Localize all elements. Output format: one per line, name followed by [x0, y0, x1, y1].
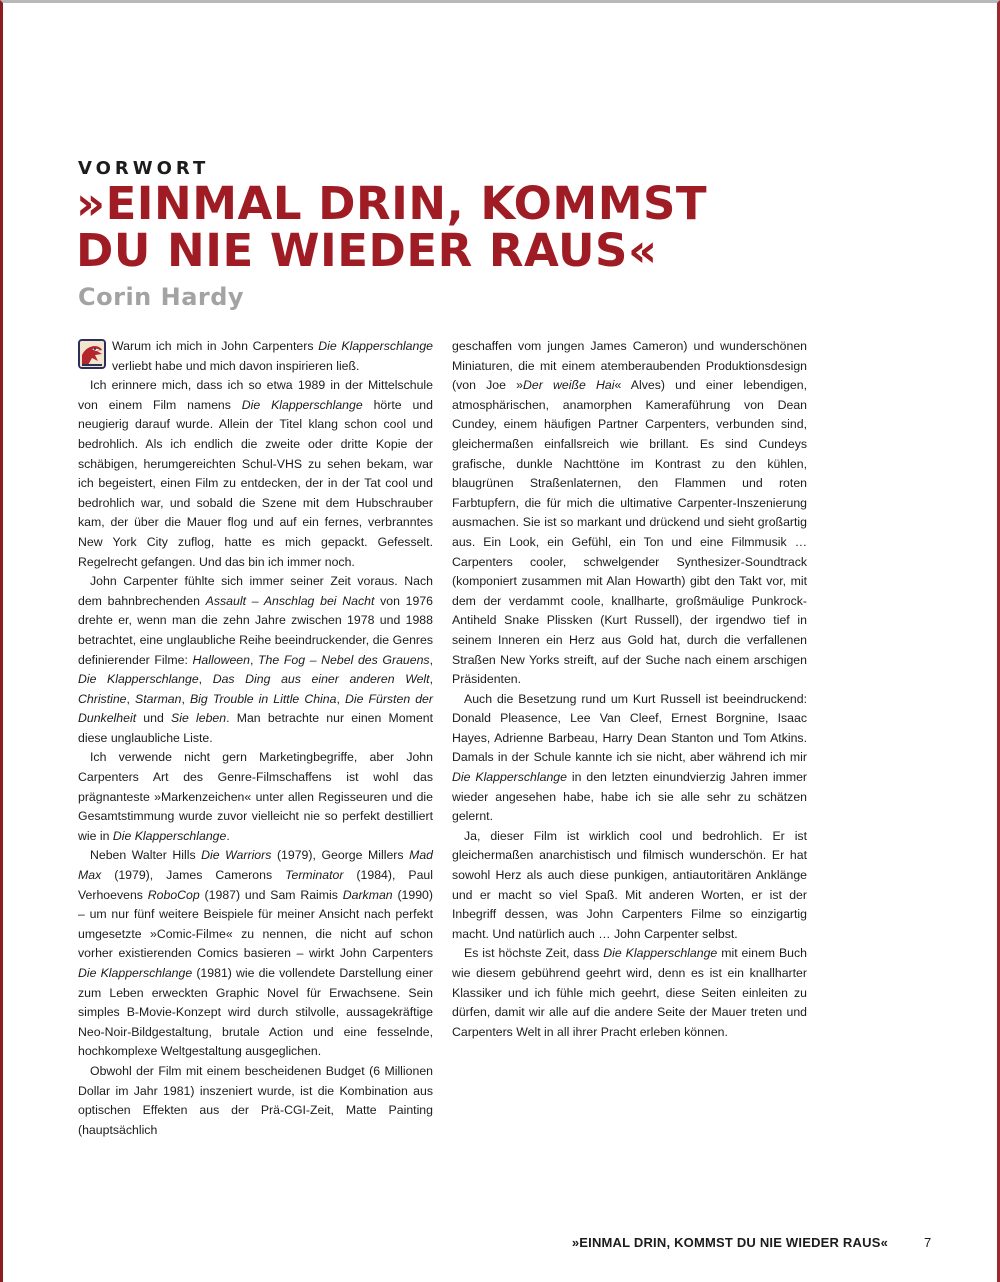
- italic-title: Die Warriors: [201, 848, 272, 863]
- body-paragraph: [452, 337, 807, 690]
- text-run: ,: [126, 691, 136, 706]
- text-run: (1984), Paul Verhoevens: [78, 868, 433, 902]
- italic-title: Der weiße Hai: [522, 378, 615, 393]
- italic-title: Die Klapperschlange: [78, 672, 199, 687]
- right-column-text: [452, 337, 807, 1042]
- italic-title: Die Klapperschlange: [78, 966, 193, 980]
- body-paragraph: [78, 337, 433, 376]
- text-run: von 1976 drehte er, wenn man die zehn Jahre zwischen 1978 und 1988 betrachtet, eine unglaubliche Reihe beeindruckender, die Genres definierender Filme:: [78, 593, 433, 667]
- italic-title: Big Trouble in Little China: [189, 691, 337, 706]
- text-run: John Carpenter fühlte sich immer seiner Zeit voraus. Nach dem bahnbrechenden: [78, 574, 433, 608]
- running-footer-title: »EINMAL DRIN, KOMMST DU NIE WIEDER RAUS«: [571, 1235, 888, 1250]
- text-run: mit einem Buch wie diesem gebührend geehrt wird, denn es ist ein knallharter Klassiker und ich fühle mich geehrt, diese Seiten einleiten zu dürfen, damit wir alle auf die andere Seite der Mauer treten und Carpenters Welt in all ihrer Pracht erleben können.: [452, 946, 807, 1039]
- italic-title: Das Ding aus einer anderen Welt: [212, 672, 430, 687]
- italic-title: Die Fürsten der Dunkelheit: [78, 691, 433, 726]
- italic-title: Assault – Anschlag bei Nacht: [205, 593, 375, 608]
- italic-title: RoboCop: [147, 887, 200, 902]
- text-run: verliebt habe und mich davon inspirieren ließ.: [112, 358, 360, 373]
- body-paragraph: [452, 827, 807, 945]
- italic-title: Die Klapperschlange: [318, 339, 433, 353]
- headline-line-1: »EINMAL DRIN, KOMMST: [76, 177, 708, 230]
- text-run: ,: [429, 672, 433, 687]
- italic-title: Die Klapperschlange: [452, 770, 567, 785]
- italic-title: Darkman: [342, 887, 393, 902]
- text-run: Ja, dieser Film ist wirklich cool und bedrohlich. Er ist gleichermaßen anarchistisch und filmisch wunderschön. Er hat sowohl Herz als auch diese punkigen, antiautoritären Anklänge und er macht so viel Spaß. Mit anderen Worten, er ist der Inbegriff dessen, was John Carpenters Filme so einzigartig macht. Und natürlich auch … John Carpenter selbst.: [452, 828, 807, 941]
- text-run: (1987) und Sam Raimis: [199, 887, 343, 902]
- text-run: Neben Walter Hills: [90, 848, 202, 863]
- body-paragraph: [78, 376, 433, 572]
- text-run: (1979), James Camerons: [101, 868, 286, 883]
- body-column-left: [78, 337, 433, 1140]
- italic-title: Die Klapperschlange: [241, 397, 363, 412]
- text-run: Auch die Besetzung rund um Kurt Russell ist beeindruckend: Donald Pleasence, Lee Van Cleef, Ernest Borgnine, Isaac Hayes, Adrienne Barbeau, Harry Dean Stanton und Tom Atkins. Damals in der Schule kannte ich sie nicht, aber während ich mir: [452, 691, 807, 765]
- body-column-right: [452, 337, 807, 1042]
- chapter-headline: [76, 177, 708, 277]
- text-run: ,: [249, 652, 259, 667]
- text-run: ,: [336, 691, 345, 706]
- text-run: Ich erinnere mich, dass ich so etwa 1989 in der Mittelschule von einem Film namens: [78, 378, 433, 412]
- text-run: geschaffen vom jungen James Cameron) und wunderschönen Miniaturen, die mit einem atemberaubenden Produktionsdesign (von Joe »: [452, 339, 807, 393]
- italic-title: The Fog – Nebel des Grauens: [258, 652, 430, 667]
- text-run: (1979), George Millers: [271, 848, 410, 863]
- text-run: . Man betrachte nur einen Moment diese unglaubliche Liste.: [78, 711, 433, 745]
- text-run: .: [226, 828, 230, 843]
- italic-title: Halloween: [192, 652, 250, 667]
- text-run: ,: [181, 691, 190, 706]
- eagle-emblem-icon: [78, 339, 106, 369]
- page-number: 7: [924, 1235, 932, 1250]
- text-run: Warum ich mich in John Carpenters: [112, 339, 319, 353]
- body-paragraph: [78, 572, 433, 748]
- italic-title: Sie leben: [171, 711, 227, 726]
- text-run: Ich verwende nicht gern Marketingbegriffe, aber John Carpenters Art des Genre-Filmschaffens ist wohl das prägnanteste »Markenzeichen« unter allen Regisseuren und die Gesamtstimmung wurde zuvor vielleicht nie so perfekt destilliert wie in: [78, 750, 433, 843]
- body-paragraph: [78, 1062, 433, 1140]
- italic-title: Terminator: [285, 868, 344, 883]
- italic-title: Christine: [78, 691, 127, 706]
- text-run: und: [136, 711, 172, 726]
- italic-title: Die Klapperschlange: [603, 946, 718, 961]
- text-run: ,: [429, 652, 433, 667]
- text-run: Es ist höchste Zeit, dass: [464, 946, 604, 961]
- body-paragraph: [78, 846, 433, 1062]
- text-run: « Alves) und einer lebendigen, atmosphärischen, anamorphen Kameraführung von Dean Cundey, einem häufigen Partner Carpenters, verbunden sind, gleichermaßen einfallsreich wie brillant. Es sind Cundeys grafische, dunkle Nachttöne im Kontrast zu den kühlen, blaugrünen Straßenlaternen, den Flammen und roten Farbtupfern, die für mich die ultimative Carpenter-Inszenierung ausmachen. Sie ist so markant und drückend und sieht großartig aus. Ein Look, ein Gefühl, ein Ton und eine Filmmusik … Carpenters cooler, schwelgender Synthesizer-Soundtrack (komponiert zusammen mit Alan Howarth) gibt den Takt vor, mit dem der verdammt coole, knallharte, großmäulige Punkrock-Antiheld Snake Plissken (Kurt Russell), der irgendwo tief in seinem Inneren ein Herz aus Gold hat, durch die verfallenen Straßen New Yorks streift, auf der Suche nach einem arschigen Präsidenten.: [452, 378, 808, 687]
- text-run: hörte und neugierig darauf wurde. Allein der Titel klang schon cool und bedrohlich. Als ich endlich die zweite oder dritte Kopie der schäbigen, herumgereichten Schul-VHS zu sehen bekam, war ich begeistert, einen Film zu entdecken, der in der Tat cool und bedrohlich war, und sobald die Szene mit dem Hubschrauber kam, der über die Mauer flog und auf ein fernes, verbranntes New York City zuflog, hatte es mich gepackt. Gefesselt. Regelrecht gefangen. Und das bin ich immer noch.: [78, 397, 433, 569]
- left-column-text: [78, 337, 433, 1140]
- text-run: in den letzten einundvierzig Jahren immer wieder angesehen habe, habe ich sie alle sehr zu schätzen gelernt.: [452, 770, 807, 824]
- headline-line-2: DU NIE WIEDER RAUS«: [76, 224, 658, 277]
- section-kicker: VORWORT: [78, 158, 210, 179]
- body-paragraph: [452, 690, 807, 827]
- text-run: (1981) wie die vollendete Darstellung einer zum Leben erweckten Graphic Novel für Erwachsene. Sein simples B-Movie-Konzept wird durch stilvolle, aussagekräftige Neo-Noir-Bildgestaltung, brutale Action und eine fesselnde, hochkomplexe Weltgestaltung ausgeglichen.: [78, 966, 433, 1059]
- italic-title: Mad Max: [78, 848, 433, 883]
- body-paragraph: [452, 944, 807, 1042]
- text-run: Obwohl der Film mit einem bescheidenen Budget (6 Millionen Dollar im Jahr 1981) inszeniert wurde, ist die Kombination aus optischen Effekten aus der Prä-CGI-Zeit, Matte Painting (hauptsächlich: [78, 1063, 433, 1137]
- body-paragraph: [78, 748, 433, 846]
- italic-title: Die Klapperschlange: [112, 828, 227, 843]
- author-name: Corin Hardy: [78, 283, 245, 311]
- italic-title: Starman: [135, 691, 182, 706]
- text-run: (1990) – um nur fünf weitere Beispiele für meiner Ansicht nach perfekt umgesetzte »Comic-Filme« zu nennen, die nicht auf schon vorher existierenden Comics basieren – wirkt John Carpenters: [78, 887, 433, 961]
- text-run: ,: [198, 672, 213, 687]
